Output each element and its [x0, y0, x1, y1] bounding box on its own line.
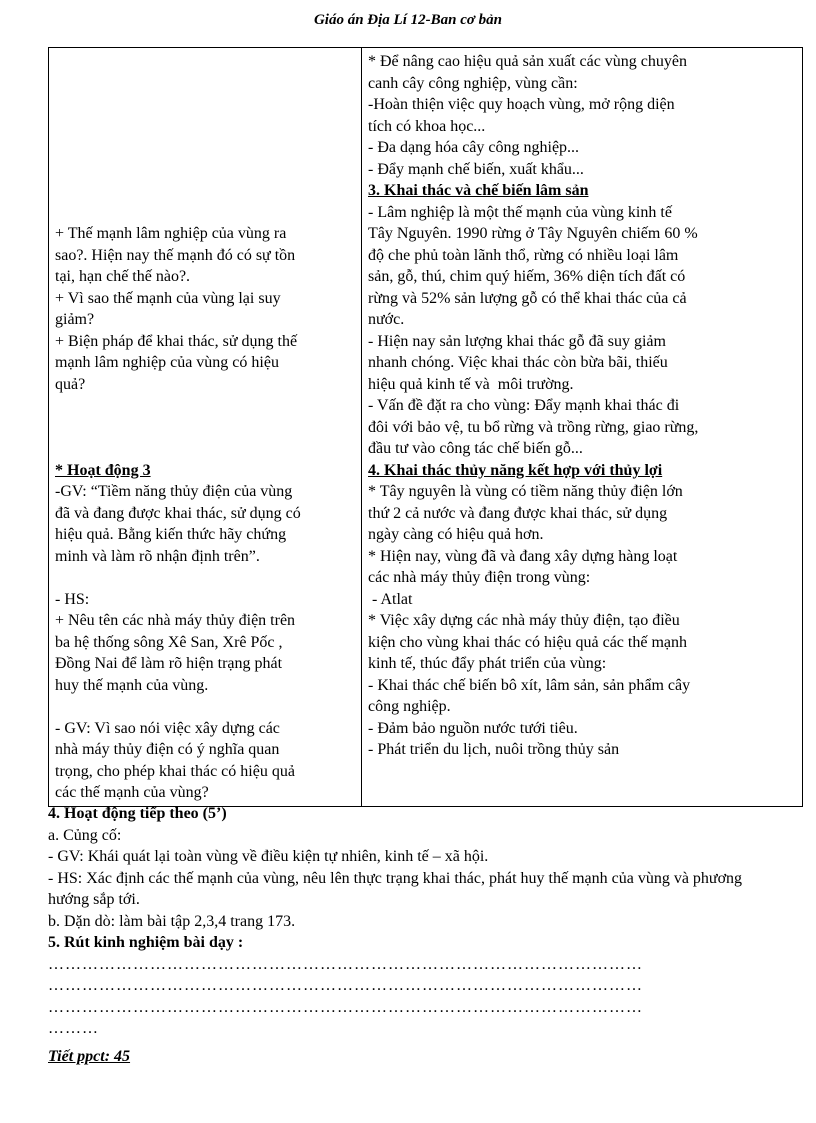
dotted-line: ……………………………………………………………………………………………: [48, 977, 643, 994]
lesson-table: [48, 47, 803, 807]
teacher-activity-column: [49, 48, 362, 807]
section3-line: - Lâm nghiệp là một thế mạnh của vùng kinh tế: [368, 203, 672, 221]
question-line: + Vì sao thế mạnh của vùng lại suy: [55, 289, 281, 307]
section4-line: công nghiệp.: [368, 698, 451, 715]
dotted-line: ………: [48, 1020, 99, 1037]
section4-line: - Atlat: [368, 590, 413, 608]
section4-line: * Tây nguyên là vùng có tiềm năng thủy điện lớn: [368, 483, 683, 500]
gv-line: hiệu quả. Bằng kiến thức hãy chứng: [55, 526, 287, 543]
question-line: quả?: [55, 375, 86, 393]
hs-summary-line: - HS: Xác định các thế mạnh của vùng, nêu lên thực trạng khai thác, phát huy thế mạnh của vùng và phương hướng sắp tới.: [48, 869, 743, 908]
question-line: mạnh lâm nghiệp của vùng có hiệu: [55, 354, 279, 371]
dotted-line: ……………………………………………………………………………………………: [48, 998, 643, 1016]
section3-line: hiệu quả kinh tế và môi trường.: [368, 375, 574, 393]
gv-question-line: nhà máy thủy điện có ý nghĩa quan: [55, 741, 280, 758]
section4-line: - Khai thác chế biến bô xít, lâm sản, sản phẩm cây: [368, 676, 691, 694]
intro-line: tích có khoa học...: [368, 117, 486, 135]
dotted-line: ……………………………………………………………………………………………: [48, 955, 643, 973]
question-line: giảm?: [55, 311, 95, 328]
question-line: sao?. Hiện nay thế mạnh đó có sự tồn: [55, 246, 296, 264]
gv-question-line: các thế mạnh của vùng?: [55, 784, 209, 801]
gv-summary-line: - GV: Khái quát lại toàn vùng về điều kiện tự nhiên, kinh tế – xã hội.: [48, 848, 489, 865]
section3-line: đôi với bảo vệ, tu bổ rừng và trồng rừng, giao rừng,: [368, 418, 699, 436]
section3-line: - Vấn đề đặt ra cho vùng: Đẩy mạnh khai thác đi: [368, 397, 680, 414]
section3-line: đầu tư vào công tác chế biến gỗ...: [368, 440, 583, 457]
hs-label: - HS:: [55, 590, 90, 608]
section3-line: rừng và 52% sản lượng gỗ có thể khai thác của cả: [368, 289, 687, 307]
gv-question-line: - GV: Vì sao nói việc xây dựng các: [55, 719, 280, 737]
section4-line: * Việc xây dựng các nhà máy thủy điện, tạo điều: [368, 612, 680, 629]
section4-line: * Hiện nay, vùng đã và đang xây dựng hàng loạt: [368, 547, 678, 565]
gv-line: minh và làm rõ nhận định trên”.: [55, 547, 260, 565]
section4-line: các nhà máy thủy điện trong vùng:: [368, 569, 591, 586]
question-line: + Thế mạnh lâm nghiệp của vùng ra: [55, 225, 287, 242]
page-header: Giáo án Địa Lí 12-Ban cơ bản: [313, 12, 503, 28]
hs-line: ba hệ thống sông Xê San, Xrê Pốc ,: [55, 633, 283, 651]
section4-heading: 4. Khai thác thủy năng kết hợp với thủy lợi: [368, 461, 663, 479]
section3-line: - Hiện nay sản lượng khai thác gỗ đã suy giảm: [368, 332, 666, 350]
section4-line: kinh tế, thúc đẩy phát triển của vùng:: [368, 655, 607, 672]
section3-line: nhanh chóng. Việc khai thác còn bừa bãi, thiếu: [368, 354, 668, 371]
consolidation-label: a. Củng cố:: [48, 826, 122, 844]
intro-line: - Đa dạng hóa cây công nghiệp...: [368, 139, 580, 156]
section4-line: ngày càng có hiệu quả hơn.: [368, 526, 544, 543]
section3-line: sản, gỗ, thú, chim quý hiếm, 36% diện tích đất có: [368, 268, 686, 285]
gv-line: đã và đang được khai thác, sử dụng có: [55, 504, 301, 522]
homework-line: b. Dặn dò: làm bài tập 2,3,4 trang 173.: [48, 912, 296, 930]
section4-line: kiện cho vùng khai thác có hiệu quả các thế mạnh: [368, 633, 687, 651]
hs-line: Đồng Nai để làm rõ hiện trạng phát: [55, 655, 283, 672]
intro-line: * Để nâng cao hiệu quả sản xuất các vùng chuyên: [368, 53, 687, 70]
after-table-section: [48, 803, 776, 1067]
gv-line: -GV: “Tiềm năng thủy điện của vùng: [55, 483, 293, 500]
next-activity-heading: 4. Hoạt động tiếp theo (5’): [48, 805, 227, 822]
hs-line: huy thế mạnh của vùng.: [55, 676, 209, 694]
section3-line: độ che phủ toàn lãnh thổ, rừng có nhiều loại lâm: [368, 246, 679, 264]
experience-heading: 5. Rút kinh nghiệm bài dạy :: [48, 934, 244, 951]
intro-line: - Đẩy mạnh chế biến, xuất khẩu...: [368, 160, 584, 178]
intro-line: -Hoàn thiện việc quy hoạch vùng, mở rộng diện: [368, 96, 675, 113]
question-line: tại, hạn chế thế nào?.: [55, 268, 191, 285]
section4-line: - Đảm bảo nguồn nước tưới tiêu.: [368, 719, 578, 737]
gv-question-line: trọng, cho phép khai thác có hiệu quả: [55, 762, 295, 780]
section3-line: nước.: [368, 311, 405, 328]
next-lesson-title: Tiết ppct: 45: [48, 1047, 131, 1065]
section4-line: - Phát triển du lịch, nuôi trồng thủy sản: [368, 741, 620, 758]
question-line: + Biện pháp để khai thác, sử dụng thế: [55, 332, 298, 350]
content-column: [362, 48, 803, 807]
section4-line: thứ 2 cả nước và đang được khai thác, sử dụng: [368, 504, 668, 522]
intro-line: canh cây công nghiệp, vùng cần:: [368, 74, 578, 92]
activity-heading: * Hoạt động 3: [55, 461, 151, 479]
section3-heading: 3. Khai thác và chế biến lâm sản: [368, 182, 589, 199]
section3-line: Tây Nguyên. 1990 rừng ở Tây Nguyên chiếm 60 %: [368, 225, 698, 242]
hs-line: + Nêu tên các nhà máy thủy điện trên: [55, 612, 296, 629]
